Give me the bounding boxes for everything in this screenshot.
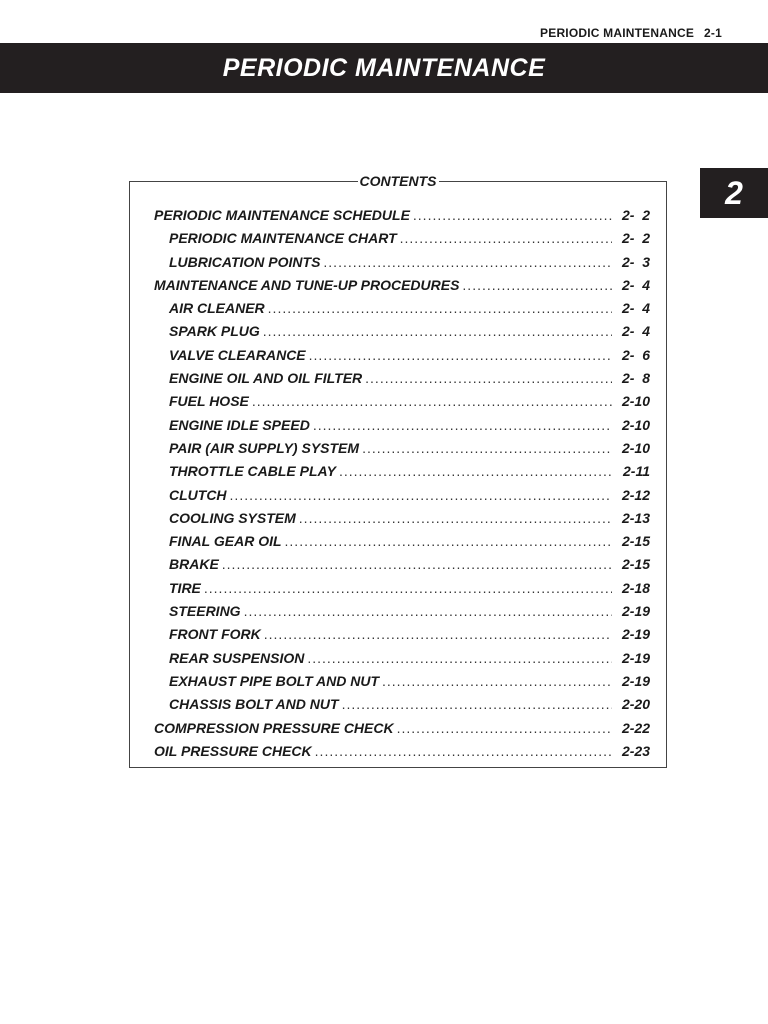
running-header: [540, 26, 722, 40]
toc-entry-page: 2- 2: [621, 207, 650, 223]
toc-leader-dots: [307, 647, 612, 670]
toc-entry-title: FUEL HOSE: [169, 393, 249, 410]
toc-entry-page: 2- 3: [621, 253, 650, 270]
toc-entry-page: 2- 4: [621, 323, 650, 340]
toc-entry[interactable]: [154, 507, 650, 530]
toc-entry-page: 2-22: [621, 719, 650, 736]
toc-entry-title: SPARK PLUG: [169, 323, 260, 340]
title-bar: [0, 43, 768, 93]
chapter-number: 2: [725, 174, 743, 211]
toc-leader-dots: [244, 600, 612, 623]
toc-entry-title: FRONT FORK: [169, 626, 261, 643]
toc-entry-page: 2-12: [621, 486, 650, 503]
toc-leader-dots: [264, 623, 612, 646]
toc-leader-dots: [263, 320, 612, 343]
toc-entry[interactable]: [154, 740, 650, 763]
toc-leader-dots: [462, 274, 612, 297]
toc-entry[interactable]: [154, 553, 650, 576]
running-header-page-number: 2-1: [704, 26, 722, 40]
toc-entry[interactable]: [154, 460, 650, 483]
toc-entry[interactable]: [154, 274, 650, 297]
toc-entry-page: 2-19: [621, 649, 650, 666]
toc-entry-title: REAR SUSPENSION: [169, 649, 305, 666]
toc-entry-title: PERIODIC MAINTENANCE SCHEDULE: [154, 207, 410, 223]
toc-entry-page: 2-19: [621, 626, 650, 643]
toc-entry-page: 2-10: [621, 393, 650, 410]
toc-entry-title: BRAKE: [169, 556, 219, 573]
toc-entry[interactable]: [154, 437, 650, 460]
toc-leader-dots: [299, 507, 612, 530]
toc-entry[interactable]: [154, 623, 650, 646]
toc-entry-page: 2-23: [621, 742, 650, 759]
toc-entry-title: EXHAUST PIPE BOLT AND NUT: [169, 672, 380, 689]
toc-entry-title: ENGINE IDLE SPEED: [169, 416, 310, 433]
toc-entry-page: 2-13: [621, 509, 650, 526]
toc-entry-title: PAIR (AIR SUPPLY) SYSTEM: [169, 439, 360, 456]
toc-entry[interactable]: [154, 647, 650, 670]
toc-entry[interactable]: [154, 577, 650, 600]
toc-entry-page: 2- 4: [621, 276, 650, 293]
toc-entry-page: 2- 2: [621, 230, 650, 247]
toc-leader-dots: [413, 204, 612, 227]
toc-entry-page: 2-15: [621, 533, 650, 550]
toc-entry-page: 2-10: [621, 439, 650, 456]
toc-entry[interactable]: [154, 693, 650, 716]
toc-entry[interactable]: [154, 204, 650, 227]
toc-entry-title: CLUTCH: [169, 486, 227, 503]
toc-entry-page: 2-19: [621, 672, 650, 689]
toc-leader-dots: [252, 390, 612, 413]
toc-leader-dots: [285, 530, 612, 553]
toc-leader-dots: [268, 297, 612, 320]
toc-entry-title: MAINTENANCE AND TUNE-UP PROCEDURES: [154, 276, 460, 293]
toc-leader-dots: [382, 670, 612, 693]
page-title: PERIODIC MAINTENANCE: [222, 53, 546, 82]
toc-entry-title: OIL PRESSURE CHECK: [154, 742, 312, 759]
toc-entry[interactable]: [154, 717, 650, 740]
toc-entry[interactable]: [154, 414, 650, 437]
toc-entry-title: ENGINE OIL AND OIL FILTER: [169, 370, 363, 387]
toc-entry[interactable]: [154, 251, 650, 274]
contents-heading-text: CONTENTS: [359, 173, 437, 189]
toc-entry[interactable]: [154, 390, 650, 413]
toc-entry-page: 2-18: [621, 579, 650, 596]
toc-entry[interactable]: [154, 367, 650, 390]
toc-entry[interactable]: [154, 297, 650, 320]
toc-entry[interactable]: [154, 600, 650, 623]
table-of-contents: [154, 204, 650, 763]
toc-leader-dots: [309, 344, 612, 367]
toc-entry-title: AIR CLEANER: [169, 300, 265, 317]
toc-entry[interactable]: [154, 484, 650, 507]
toc-entry-page: 2-19: [621, 603, 650, 620]
toc-entry-title: VALVE CLEARANCE: [169, 346, 306, 363]
toc-leader-dots: [222, 553, 612, 576]
toc-entry-page: 2-11: [623, 463, 650, 480]
toc-entry-title: TIRE: [169, 579, 201, 596]
toc-entry-title: THROTTLE CABLE PLAY: [169, 463, 336, 480]
chapter-tab: [700, 168, 768, 218]
toc-entry-title: CHASSIS BOLT AND NUT: [169, 696, 339, 713]
toc-leader-dots: [315, 740, 612, 763]
toc-entry-page: 2- 4: [621, 300, 650, 317]
toc-entry-page: 2-10: [621, 416, 650, 433]
toc-entry-title: COMPRESSION PRESSURE CHECK: [154, 719, 394, 736]
toc-leader-dots: [400, 227, 612, 250]
toc-leader-dots: [362, 437, 612, 460]
toc-entry-page: 2-15: [621, 556, 650, 573]
contents-box: [129, 173, 667, 768]
toc-entry[interactable]: [154, 320, 650, 343]
toc-leader-dots: [365, 367, 612, 390]
toc-leader-dots: [313, 414, 612, 437]
toc-leader-dots: [230, 484, 612, 507]
toc-entry[interactable]: [154, 530, 650, 553]
toc-leader-dots: [397, 717, 612, 740]
toc-entry-page: 2-20: [621, 696, 650, 713]
toc-leader-dots: [204, 577, 612, 600]
running-header-section: PERIODIC MAINTENANCE: [540, 26, 695, 40]
toc-entry-title: STEERING: [169, 603, 241, 620]
toc-entry[interactable]: [154, 227, 650, 250]
toc-entry-page: 2- 8: [621, 370, 650, 387]
toc-entry-title: LUBRICATION POINTS: [169, 253, 321, 270]
contents-heading: [130, 173, 666, 189]
toc-entry-page: 2- 6: [621, 346, 650, 363]
toc-entry-title: FINAL GEAR OIL: [169, 533, 282, 550]
toc-entry-title: PERIODIC MAINTENANCE CHART: [169, 230, 397, 247]
toc-leader-dots: [323, 251, 612, 274]
toc-entry-title: COOLING SYSTEM: [169, 509, 296, 526]
toc-entry[interactable]: [154, 344, 650, 367]
toc-leader-dots: [342, 693, 612, 716]
toc-entry[interactable]: [154, 670, 650, 693]
toc-leader-dots: [339, 460, 612, 483]
